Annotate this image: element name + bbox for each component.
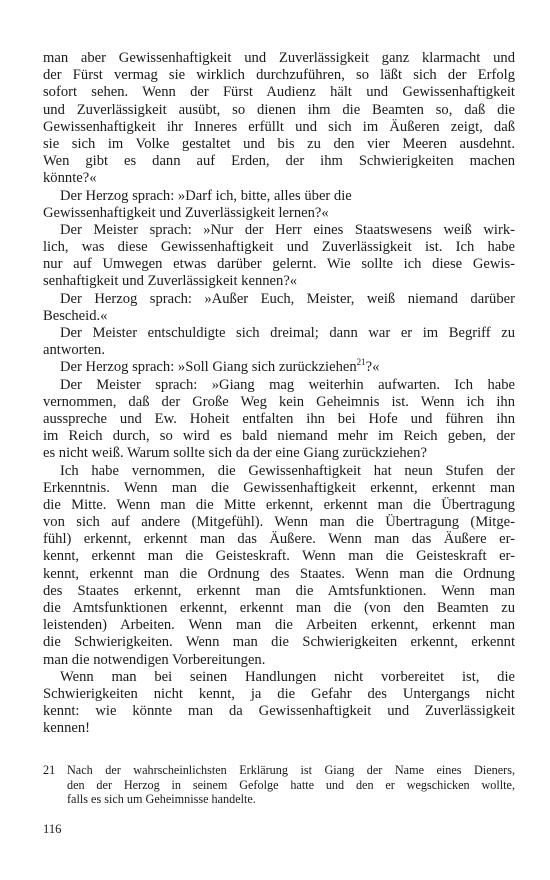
text-line	[43, 634, 515, 651]
text-line	[43, 548, 515, 565]
text-line	[43, 686, 515, 703]
footnote-number: 21	[43, 763, 56, 777]
body-text	[43, 50, 515, 738]
text-line	[43, 102, 515, 119]
line-text: kennen!	[43, 720, 91, 737]
line-text: könnte?«	[43, 170, 97, 187]
line-text: Der Meister entschuldigte sich dreimal; dann war er im Begriff zu	[60, 325, 515, 341]
line-text: Der Meister sprach: »Nur der Herr eines Staatswesens weiß wirk-	[60, 221, 515, 238]
line-text: die Schwierigkeiten. Wenn man die Schwierigkeiten erkennt, erkennt	[43, 634, 515, 651]
line-text: von sich auf andere (Mitgefühl). Wenn man die Übertragung (Mitge-	[43, 514, 515, 531]
line-text: sie sich im Volke gestaltet und bis zu den vier Meeren ausdehnt.	[43, 135, 515, 152]
text-line	[43, 205, 515, 222]
text-line	[43, 50, 515, 67]
line-text: Bescheid.«	[43, 307, 108, 324]
text-line	[43, 222, 515, 239]
text-line	[43, 445, 515, 462]
text-line	[43, 308, 515, 325]
line-text: kennt, erkennt man die Ordnung des Staates. Wenn man die Ordnung	[43, 565, 515, 582]
text-line	[43, 497, 515, 514]
line-text: des Staates erkennt, erkennt man die Amtsfunktionen. Wenn man	[43, 582, 515, 599]
line-text: Gewissenhaftigkeit und Zuverlässigkeit lernen?«	[43, 204, 329, 221]
line-text: Der Herzog sprach: »Soll Giang sich zurückziehen	[60, 359, 357, 376]
line-text: vernommen, daß der Große Weg kein Geheimnis ist. Wenn ich ihn	[43, 393, 515, 410]
text-line	[43, 652, 515, 669]
footnote-text	[67, 763, 515, 807]
line-text: im Reich durch, so wird es bald niemand mehr im Reich geben, der	[43, 428, 515, 445]
line-text: Der Meister sprach: »Giang mag weiterhin aufwarten. Ich habe	[60, 376, 515, 393]
line-text: lich, was diese Gewissenhaftigkeit und Zuverlässigkeit ist. Ich habe	[43, 239, 515, 256]
text-line	[43, 153, 515, 170]
text-line	[43, 669, 515, 686]
text-line	[43, 136, 515, 153]
footnote-line: den der Herzog in seinem Gefolge hatte und den er wegschicken wollte,	[67, 777, 515, 792]
line-text: die Amtsfunktionen erkennt, erkennt man die (von den Beamten zu	[43, 600, 515, 616]
line-text: ausspreche und Ew. Hoheit entfalten ihn bei Hofe und führen ihn	[43, 410, 515, 427]
line-text: senhaftigkeit und Zuverlässigkeit kennen?«	[43, 273, 298, 290]
line-text: Der Herzog sprach: »Darf ich, bitte, alles über die	[60, 187, 352, 204]
line-text: und Zuverlässigkeit ausübt, so dienen ihm die Beamten so, daß die	[43, 101, 515, 118]
text-line	[43, 617, 515, 634]
line-text: Wenn man bei seinen Handlungen nicht vorbereitet ist, die	[60, 668, 515, 685]
text-line	[43, 273, 515, 290]
text-line	[43, 359, 515, 376]
text-line	[43, 188, 515, 205]
text-line	[43, 720, 515, 737]
text-line	[43, 480, 515, 497]
text-line	[43, 583, 515, 600]
footnote-line: Nach der wahrscheinlichsten Erklärung ist Giang der Name eines Dieners,	[67, 763, 515, 777]
line-text: man aber Gewissenhaftigkeit und Zuverlässigkeit ganz klarmacht und	[43, 50, 515, 66]
line-text: fühl) erkennt, erkennt man das Äußere. Wenn man das Äußere er-	[43, 531, 515, 548]
line-text: der Fürst vermag sie wirklich durchzuführen, so läßt sich der Erfolg	[43, 67, 515, 84]
text-line	[43, 119, 515, 136]
line-text: es nicht weiß. Warum sollte sich da der eine Giang zurückziehen?	[43, 445, 427, 462]
footnote-line: falls es sich um Geheimnisse handelte.	[67, 792, 256, 807]
text-line	[43, 566, 515, 583]
text-line	[43, 531, 515, 548]
text-line	[43, 411, 515, 428]
line-text: die Mitte. Wenn man die Mitte erkennt, erkennt man die Übertragung	[43, 496, 515, 513]
text-line	[43, 342, 515, 359]
line-text: sofort sehen. Wenn der Fürst Audienz hält und Gewissenhaftigkeit	[43, 84, 515, 101]
line-text: leistenden) Arbeiten. Wenn man die Arbeiten erkennt, erkennt man	[43, 617, 515, 634]
text-line	[43, 394, 515, 411]
text-line	[43, 463, 515, 480]
text-line	[43, 170, 515, 187]
text-line	[43, 239, 515, 256]
text-line	[43, 291, 515, 308]
line-text: Der Herzog sprach: »Außer Euch, Meister, weiß niemand darüber	[60, 290, 515, 307]
line-text: Ich habe vernommen, die Gewissenhaftigkeit hat neun Stufen der	[60, 462, 515, 479]
line-text-after: ?«	[365, 359, 380, 376]
line-text: man die notwendigen Vorbereitungen.	[43, 651, 266, 668]
line-text: Gewissenhaftigkeit ihr Inneres erfüllt und sich im Äußeren zeigt, daß	[43, 118, 515, 135]
line-text: antworten.	[43, 342, 106, 359]
text-line	[43, 703, 515, 720]
text-line	[43, 67, 515, 84]
line-text: kennt, erkennt man die Geisteskraft. Wenn man die Geisteskraft er-	[43, 548, 515, 565]
text-line	[43, 428, 515, 445]
page-number: 116	[43, 822, 62, 836]
line-text: kennt: wie könnte man da Gewissenhaftigkeit und Zuverlässigkeit	[43, 703, 515, 720]
line-text: nur auf Umwegen etwas darüber gelernt. Wie sollte ich diese Gewis-	[43, 256, 515, 273]
text-line	[43, 514, 515, 531]
line-text: Erkenntnis. Wenn man die Gewissenhaftigkeit erkennt, erkennt man	[43, 479, 515, 496]
text-line	[43, 84, 515, 101]
line-text: Schwierigkeiten nicht kennt, ja die Gefahr des Untergangs nicht	[43, 685, 515, 702]
text-line	[43, 600, 515, 617]
text-line	[43, 256, 515, 273]
line-text: Wen gibt es dann auf Erden, der ihm Schwierigkeiten machen	[43, 153, 515, 170]
text-line	[43, 325, 515, 342]
text-line	[43, 377, 515, 394]
footnote-reference: 21	[356, 357, 366, 368]
